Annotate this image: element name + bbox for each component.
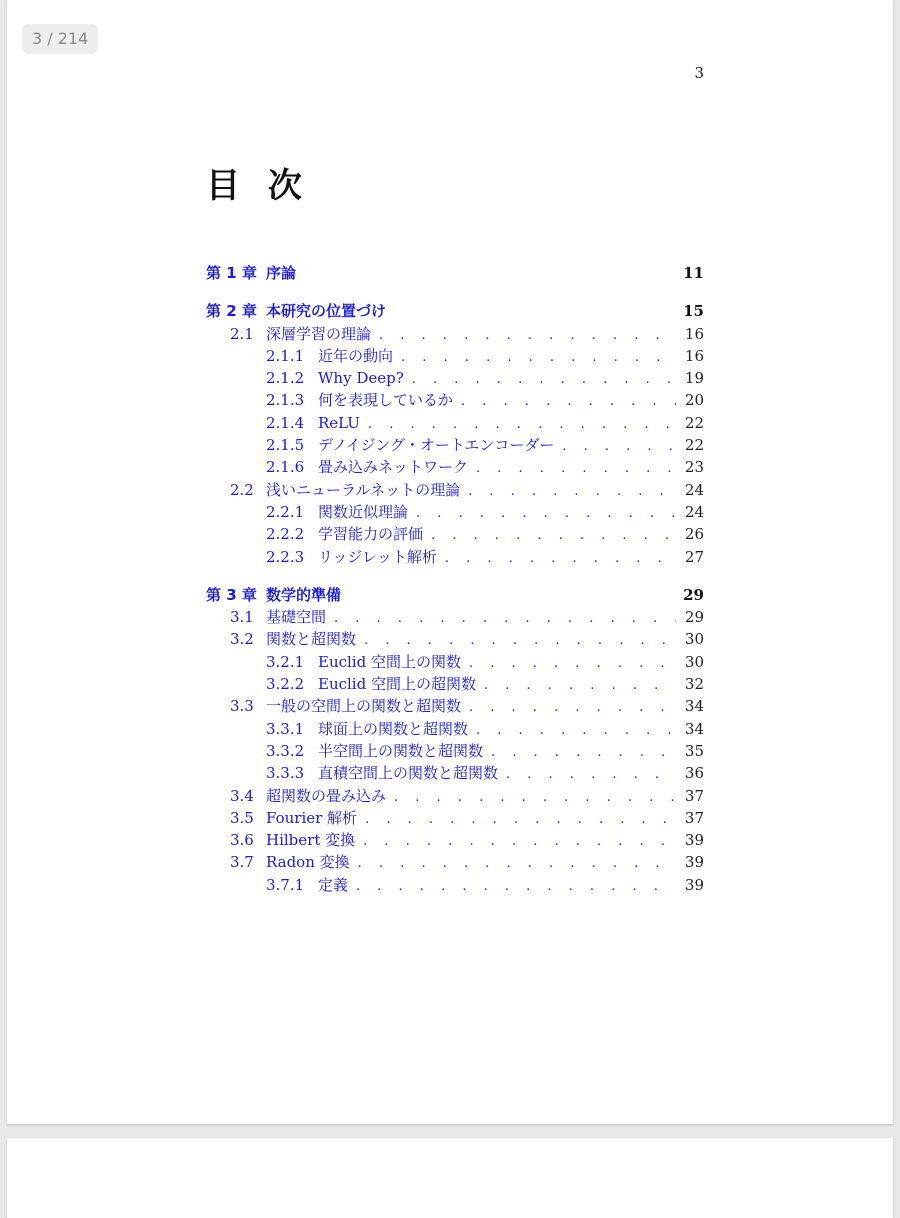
toc-entry-page: 26: [684, 525, 704, 544]
toc-entry-page: 29: [684, 608, 704, 627]
toc-entry-title: 超関数の畳み込み: [266, 786, 387, 805]
toc-entry-chapter[interactable]: [206, 262, 704, 284]
toc-entry-page: 39: [684, 853, 704, 872]
dot-leader: [401, 347, 676, 369]
toc-entry-page: 11: [683, 264, 704, 282]
toc-entry-chapter[interactable]: [206, 300, 704, 322]
toc-entry-number: 3.3: [230, 697, 254, 716]
toc-entry-title: リッジレット解析: [318, 547, 437, 566]
toc-entry-chapter[interactable]: [206, 584, 704, 606]
toc-entry-subsection[interactable]: [206, 367, 704, 389]
dot-leader: [562, 436, 676, 458]
dot-leader: [368, 414, 676, 436]
toc-entry-subsection[interactable]: [206, 546, 704, 568]
toc-entry-title: 深層学習の理論: [266, 324, 372, 343]
toc-entry-page: 34: [684, 719, 704, 738]
toc-entry-title: Why Deep?: [318, 369, 404, 388]
dot-leader: [412, 369, 676, 391]
table-of-contents: [206, 262, 704, 896]
toc-entry-number: 3.3.1: [266, 719, 305, 738]
toc-entry-number: 3.2.1: [266, 652, 305, 671]
toc-entry-subsection[interactable]: [206, 651, 704, 673]
dot-leader: [356, 876, 676, 898]
toc-entry-number: 2.1.5: [266, 436, 305, 455]
dot-leader: [334, 608, 676, 630]
toc-entry-number: 3.4: [230, 786, 254, 805]
toc-entry-subsection[interactable]: [206, 762, 704, 784]
toc-entry-title: 関数近似理論: [318, 502, 409, 521]
toc-entry-subsection[interactable]: [206, 501, 704, 523]
toc-entry-number: 3.1: [230, 608, 254, 627]
dot-leader: [365, 809, 676, 831]
dot-leader: [379, 325, 676, 347]
dot-leader: [469, 697, 676, 719]
toc-entry-title: 数学的準備: [266, 585, 342, 604]
dot-leader: [476, 720, 676, 742]
toc-entry-title: デノイジング・オートエンコーダー: [318, 436, 555, 455]
toc-entry-title: 畳み込みネットワーク: [318, 458, 469, 477]
toc-entry-section[interactable]: [206, 807, 704, 829]
toc-entry-page: 16: [684, 324, 704, 343]
toc-entry-page: 34: [684, 697, 704, 716]
toc-entry-title: 定義: [318, 875, 349, 894]
dot-leader: [461, 391, 676, 413]
toc-entry-section[interactable]: [206, 851, 704, 873]
dot-leader: [468, 481, 676, 503]
toc-entry-title: Euclid 空間上の関数: [318, 652, 461, 671]
dot-leader: [484, 675, 676, 697]
toc-entry-page: 19: [684, 369, 704, 388]
toc-entry-title: Hilbert 変換: [266, 831, 356, 850]
toc-entry-section[interactable]: [206, 479, 704, 501]
toc-entry-number: 3.2: [230, 630, 254, 649]
toc-entry-page: 20: [684, 391, 704, 410]
dot-leader: [431, 525, 676, 547]
dot-leader: [416, 503, 676, 525]
toc-entry-subsection[interactable]: [206, 523, 704, 545]
toc-entry-title: Radon 変換: [266, 853, 350, 872]
toc-entry-number: 2.1.1: [266, 346, 305, 365]
dot-leader: [363, 831, 676, 853]
dot-leader: [506, 764, 676, 786]
toc-entry-subsection[interactable]: [206, 874, 704, 896]
toc-entry-section[interactable]: [206, 606, 704, 628]
toc-entry-page: 39: [684, 875, 704, 894]
toc-entry-subsection[interactable]: [206, 718, 704, 740]
toc-entry-number: 3.2.2: [266, 675, 305, 694]
toc-entry-subsection[interactable]: [206, 740, 704, 762]
toc-entry-section[interactable]: [206, 695, 704, 717]
toc-entry-section[interactable]: [206, 628, 704, 650]
toc-entry-page: 30: [684, 630, 704, 649]
toc-entry-number: 3.7: [230, 853, 254, 872]
toc-entry-page: 24: [684, 480, 704, 499]
page-indicator: 3 / 214: [22, 24, 98, 54]
toc-entry-subsection[interactable]: [206, 412, 704, 434]
toc-entry-title: ReLU: [318, 413, 360, 432]
toc-entry-number: 3.6: [230, 831, 254, 850]
dot-leader: [394, 787, 676, 809]
toc-entry-title: 近年の動向: [318, 346, 394, 365]
toc-entry-title: 関数と超関数: [266, 630, 357, 649]
toc-entry-page: 15: [683, 302, 704, 321]
dot-leader: [491, 742, 676, 764]
toc-entry-page: 22: [684, 436, 704, 455]
toc-entry-number: 2.2.1: [266, 502, 305, 521]
toc-entry-number: 第 3 章: [206, 585, 257, 604]
toc-entry-page: 35: [684, 741, 704, 760]
toc-entry-number: 3.7.1: [266, 875, 305, 894]
toc-entry-title: 浅いニューラルネットの理論: [266, 480, 461, 499]
toc-entry-number: 2.2.3: [266, 547, 305, 566]
toc-entry-title: 直積空間上の関数と超関数: [318, 764, 499, 783]
page-number: 3: [694, 64, 704, 82]
toc-entry-number: 2.2: [230, 480, 254, 499]
toc-entry-page: 27: [684, 547, 704, 566]
toc-entry-number: 2.1: [230, 324, 254, 343]
toc-entry-page: 16: [684, 346, 704, 365]
toc-entry-page: 36: [684, 764, 704, 783]
toc-entry-title: 序論: [266, 264, 297, 282]
toc-entry-section[interactable]: [206, 323, 704, 345]
toc-entry-page: 32: [684, 675, 704, 694]
toc-entry-section[interactable]: [206, 785, 704, 807]
dot-leader: [358, 853, 676, 875]
dot-leader: [469, 653, 676, 675]
next-page: [7, 1138, 893, 1218]
toc-entry-number: 第 1 章: [206, 264, 257, 282]
toc-entry-number: 2.1.4: [266, 413, 305, 432]
toc-entry-subsection[interactable]: [206, 434, 704, 456]
dot-leader: [364, 630, 676, 652]
toc-entry-page: 29: [683, 585, 704, 604]
toc-entry-section[interactable]: [206, 829, 704, 851]
toc-entry-page: 22: [684, 413, 704, 432]
toc-entry-number: 第 2 章: [206, 302, 257, 321]
toc-entry-page: 30: [684, 652, 704, 671]
dot-leader: [445, 548, 676, 570]
toc-entry-page: 24: [684, 502, 704, 521]
toc-entry-page: 39: [684, 831, 704, 850]
toc-entry-page: 23: [684, 458, 704, 477]
toc-entry-subsection[interactable]: [206, 673, 704, 695]
toc-entry-number: 3.3.2: [266, 741, 305, 760]
toc-entry-subsection[interactable]: [206, 345, 704, 367]
toc-entry-title: Fourier 解析: [266, 808, 358, 827]
toc-entry-title: 一般の空間上の関数と超関数: [266, 697, 462, 716]
toc-entry-title: 基礎空間: [266, 608, 327, 627]
toc-entry-number: 3.5: [230, 808, 254, 827]
toc-heading: 目 次: [206, 166, 310, 206]
toc-entry-title: 本研究の位置づけ: [266, 302, 387, 321]
toc-entry-number: 2.1.6: [266, 458, 305, 477]
toc-entry-number: 2.1.2: [266, 369, 305, 388]
toc-entry-title: 半空間上の関数と超関数: [318, 741, 484, 760]
toc-entry-subsection[interactable]: [206, 456, 704, 478]
toc-entry-subsection[interactable]: [206, 389, 704, 411]
toc-entry-number: 2.1.3: [266, 391, 305, 410]
document-page: [7, 0, 893, 1124]
toc-entry-number: 3.3.3: [266, 764, 305, 783]
toc-entry-page: 37: [684, 808, 704, 827]
toc-entry-title: Euclid 空間上の超関数: [318, 675, 476, 694]
toc-entry-title: 球面上の関数と超関数: [318, 719, 469, 738]
toc-entry-page: 37: [684, 786, 704, 805]
dot-leader: [476, 458, 676, 480]
toc-entry-title: 学習能力の評価: [318, 525, 424, 544]
toc-entry-title: 何を表現しているか: [318, 391, 454, 410]
toc-entry-number: 2.2.2: [266, 525, 305, 544]
